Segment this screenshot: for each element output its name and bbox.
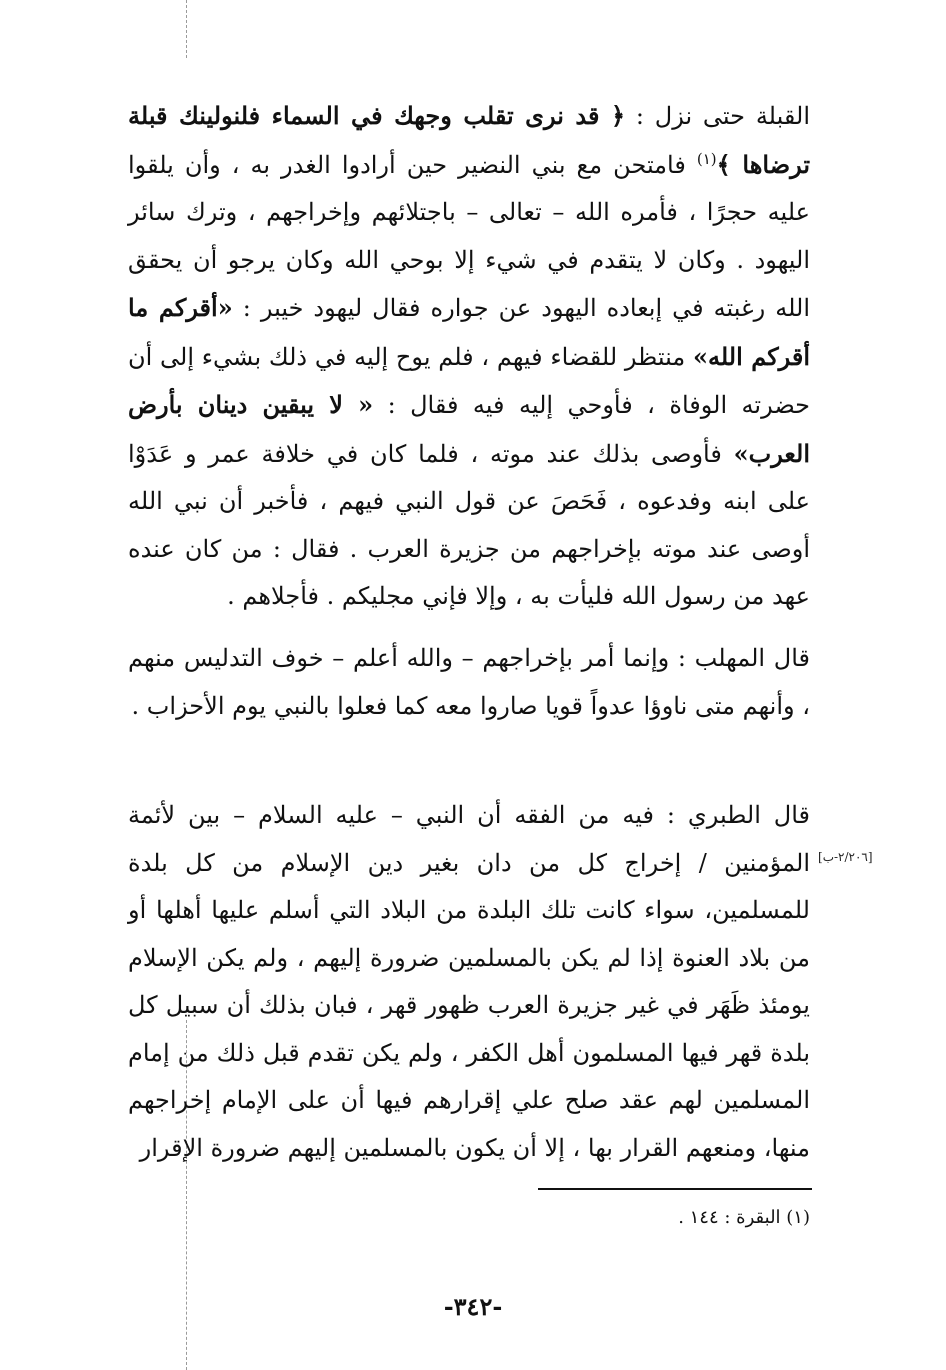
hadith-quote-2: « لا يبقين دينان بأرض العرب» [128, 390, 810, 468]
footnote: (١) البقرة : ١٤٤ . [678, 1207, 810, 1228]
hadith-quote-1: «أقركم ما أقركم الله» [128, 293, 811, 371]
margin-manuscript-note: [٢/٢٠٦-ب] [818, 850, 873, 864]
paragraph-1 [128, 92, 810, 621]
paragraph-1-segment-2: فامتحن مع بني النضير حين أرادوا الغدر به ، وأن يلقوا عليه حجرًا ، فأمره الله – تعالى – باجتلائهم وإخراجهم ، وترك سائر اليهود . وكان لا يتقدم في شيء إلا بوحي الله وكان يرجو أن يحقق الله رغبته في إبعاده اليهود عن جواره فقال ليهود خيبر : [128, 150, 810, 322]
paragraph-1-segment-3: منتظر للقضاء فيهم ، فلم يوح إليه في ذلك بشيء إلى أن حضرته الوفاة ، فأوحي إليه فيه فقال : [128, 342, 810, 419]
footnote-reference: (١) [696, 149, 717, 168]
paragraph-2: قال المهلب : وإنما أمر بإخراجهم – والله أعلم – خوف التدليس منهم ، وأنهم متى ناوؤا عدواً قويا صاروا معه كما فعلوا بالنبي يوم الأحزاب . [128, 644, 810, 720]
page-number: -٣٤٢- [443, 1292, 503, 1321]
paragraph-1-segment-4: فأوصى بذلك عند موته ، فلما كان في خلافة عمر و عَدَوْا على ابنه وفدعوه ، فَحَصَ عن قول النبي فيهم ، فأخبر أن نبي الله أوصى عند موته بإخراجهم من جزيرة العرب . فقال : من كان عنده عهد من رسول الله فليأت به ، وإلا فإني مجليكم . فأجلاهم . [128, 439, 810, 610]
scan-artifact-line [186, 0, 187, 58]
footnote-separator [538, 1188, 812, 1190]
paragraph-1-segment-1: القبلة حتى نزل : [625, 102, 810, 130]
paragraph-3: قال الطبري : فيه من الفقه أن النبي – عليه السلام – بين لأئمة المؤمنين / إخراج كل من دان بغير دين الإسلام من كل بلدة للمسلمين، سواء كانت تلك البلدة من البلاد التي أسلم عليها أهلها أو من بلاد العنوة إذا لم يكن بالمسلمين ضرورة إليهم ، ولم يكن الإسلام يومئذ ظَهَر في غير جزيرة العرب ظهور قهر ، فبان بذلك أن سبيل كل بلدة قهر فيها المسلمون أهل الكفر ، ولم يكن تقدم قبل ذلك من إمام المسلمين لهم عقد صلح علي إقرارهم فيها أن على الإمام إخراجهم منها، ومنعهم القرار بها ، إلا أن يكون بالمسلمين إليهم ضرورة الإقرار [128, 801, 811, 1162]
quran-verse: ﴿ قد نرى تقلب وجهك في السماء فلنولينك قبلة ترضاها ﴾ [128, 101, 811, 179]
